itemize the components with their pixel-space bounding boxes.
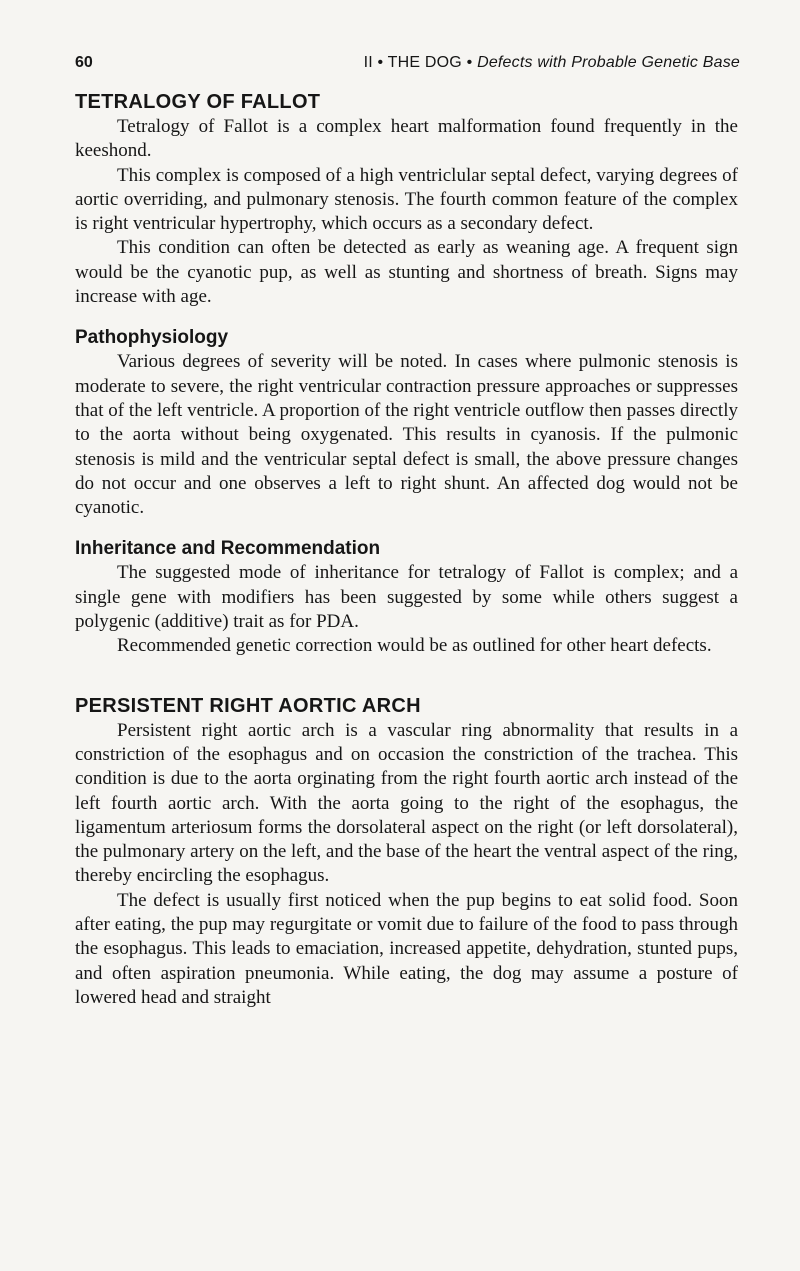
section-heading-persistent-right-aortic-arch: PERSISTENT RIGHT AORTIC ARCH [75,694,421,717]
running-head-italic: Defects with Probable Genetic Base [477,54,740,71]
page-body [75,89,738,1010]
paragraph: This condition can often be detected as early as weaning age. A frequent sign would be the cyanotic pup, as well as stunting and shortness of breath. Signs may increase with age. [75,237,738,308]
section-spacer [75,659,738,693]
section-heading-tetralogy: TETRALOGY OF FALLOT [75,91,321,113]
subheading-pathophysiology: Pathophysiology [75,327,229,349]
paragraph: Tetralogy of Fallot is a complex heart malformation found frequently in the keeshond. [75,116,738,162]
paragraph: This complex is composed of a high ventriclular septal defect, varying degrees of aortic overriding, and pulmonary stenosis. The fourth common feature of the complex is right ventricular hypertrophy, which occurs as a secondary defect. [75,164,738,235]
paragraph: The defect is usually first noticed when the pup begins to eat solid food. Soon after eating, the pup may regurgitate or vomit due to failure of the food to pass through the esophagus. This leads to emaciation, increased appetite, dehydration, stunted pups, and often aspiration pneumonia. While eating, the dog may assume a posture of lowered head and straight [75,889,738,1008]
paragraph: Persistent right aortic arch is a vascular ring abnormality that results in a constriction of the esophagus and on occasion the constriction of the trachea. This condition is due to the aorta orginating from the right fourth aortic arch instead of the left fourth aortic arch. With the aorta going to the right of the esophagus, the ligamentum arteriosum forms the dorsolateral aspect on the right (or left dorsolateral), the pulmonary artery on the left, and the base of the heart the ventral aspect of the ring, thereby encircling the esophagus. [75,719,738,887]
running-head-prefix: II • THE DOG • [363,54,473,71]
page-header [75,54,740,78]
page-number: 60 [75,54,93,71]
running-head [364,54,740,72]
paragraph: The suggested mode of inheritance for tetralogy of Fallot is complex; and a single gene with modifiers has been suggested by some while others suggest a polygenic (additive) trait as for PDA. [75,562,738,633]
paragraph: Various degrees of severity will be noted. In cases where pulmonic stenosis is moderate to severe, the right ventricular contraction pressure approaches or suppresses that of the left ventricle. A proportion of the right ventricle outflow then passes directly to the aorta without being oxygenated. This results in cyanosis. If the pulmonic stenosis is mild and the ventricular septal defect is small, the above pressure changes do not occur and one observes a left to right shunt. An affected dog would not be cyanotic. [75,351,738,519]
subheading-inheritance: Inheritance and Recommendation [75,538,381,560]
paragraph: Recommended genetic correction would be as outlined for other heart defects. [117,635,712,657]
